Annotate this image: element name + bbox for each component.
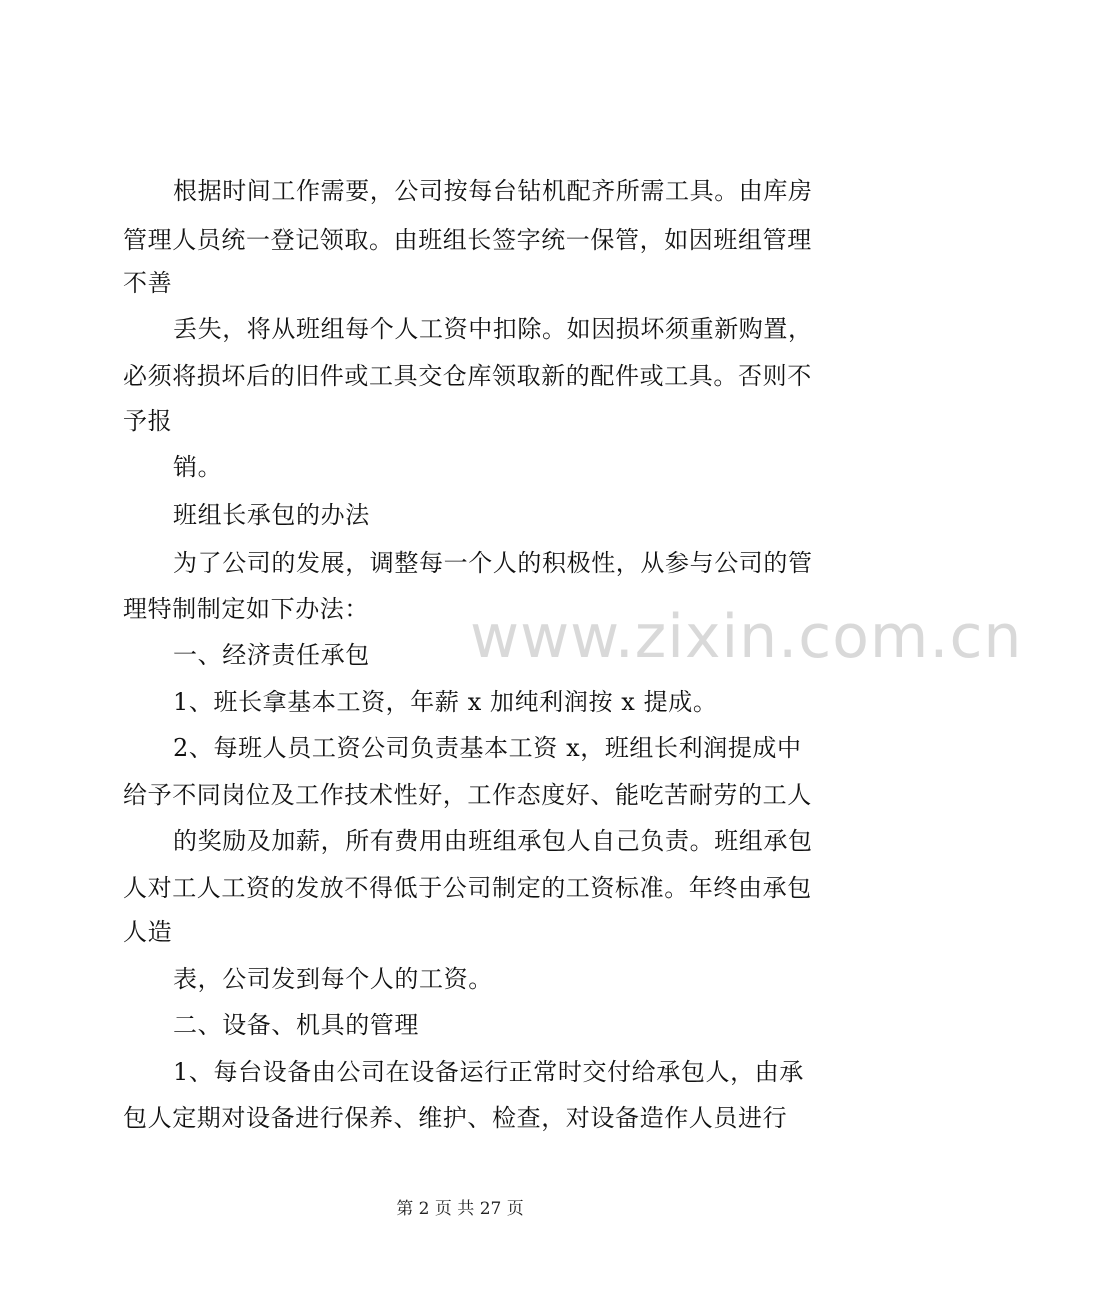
text-line: 2、每班人员工资公司负责基本工资 x，班组长利润提成中 bbox=[173, 734, 802, 762]
text-line: 予报 bbox=[123, 407, 173, 435]
text-line: 销。 bbox=[173, 453, 223, 481]
text-line: 人造 bbox=[123, 918, 173, 946]
text-line: 给予不同岗位及工作技术性好，工作态度好、能吃苦耐劳的工人 bbox=[123, 781, 812, 809]
page-footer: 第 2 页 共 27 页 bbox=[396, 1199, 524, 1219]
text-line: 丢失，将从班组每个人工资中扣除。如因损坏须重新购置， bbox=[173, 315, 813, 343]
watermark: www.zixin.com.cn bbox=[470, 602, 1023, 672]
text-line: 1、每台设备由公司在设备运行正常时交付给承包人，由承 bbox=[173, 1058, 804, 1086]
text-line: 理特制制定如下办法： bbox=[123, 595, 369, 623]
text-line: 根据时间工作需要，公司按每台钻机配齐所需工具。由库房 bbox=[173, 177, 813, 205]
text-line: 1、班长拿基本工资，年薪 x 加纯利润按 x 提成。 bbox=[173, 688, 718, 716]
section-heading: 一、经济责任承包 bbox=[173, 641, 370, 669]
section-heading: 班组长承包的办法 bbox=[173, 501, 370, 529]
text-line: 为了公司的发展，调整每一个人的积极性，从参与公司的管 bbox=[173, 549, 813, 577]
text-line: 表，公司发到每个人的工资。 bbox=[173, 965, 493, 993]
text-line: 管理人员统一登记领取。由班组长签字统一保管，如因班组管理 bbox=[123, 226, 812, 254]
text-line: 必须将损坏后的旧件或工具交仓库领取新的配件或工具。否则不 bbox=[123, 362, 812, 390]
text-line: 人对工人工资的发放不得低于公司制定的工资标准。年终由承包 bbox=[123, 874, 812, 902]
text-line: 包人定期对设备进行保养、维护、检查，对设备造作人员进行 bbox=[123, 1104, 788, 1132]
section-heading: 二、设备、机具的管理 bbox=[173, 1011, 419, 1039]
text-line: 不善 bbox=[123, 269, 173, 297]
text-line: 的奖励及加薪，所有费用由班组承包人自己负责。班组承包 bbox=[173, 827, 813, 855]
